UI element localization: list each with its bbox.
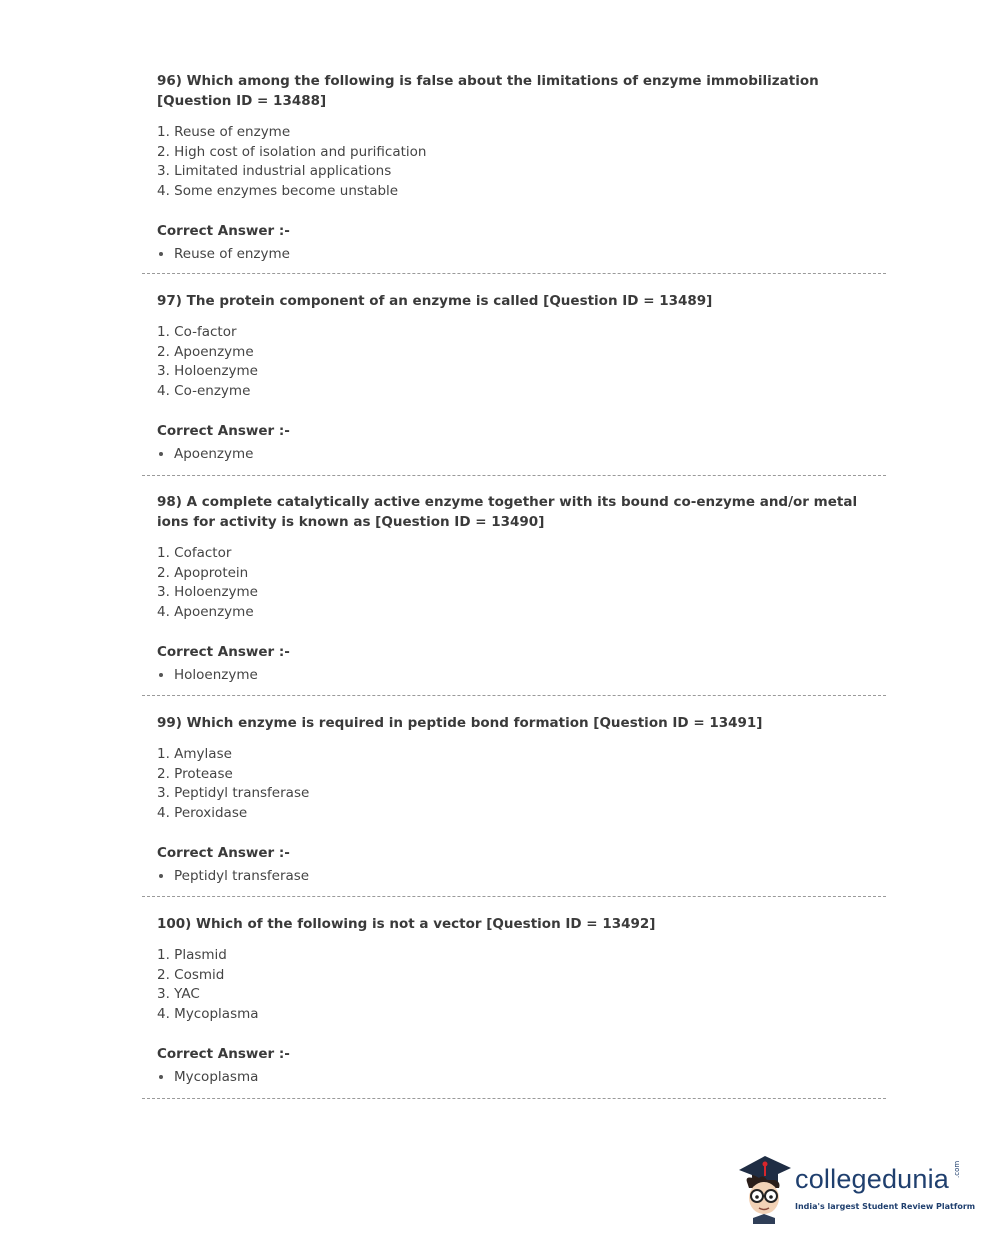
mascot-graduate-icon — [735, 1152, 793, 1224]
correct-answer — [157, 665, 877, 685]
option-item: 3. YAC — [157, 986, 200, 1003]
option-item: 2. Cosmid — [157, 966, 225, 983]
option-item: 2. Apoprotein — [157, 564, 249, 581]
option-item: 2. High cost of isolation and purification — [157, 143, 427, 160]
correct-answer-text: Apoenzyme — [174, 446, 254, 463]
options-list — [157, 323, 877, 401]
option-item: 4. Peroxidase — [157, 804, 248, 821]
option-item: 1. Cofactor — [157, 545, 232, 561]
correct-answer-label: Correct Answer :- — [157, 644, 290, 661]
question-text: 98) A complete catalytically active enzyme together with its bound co-enzyme and/or metal ions for activity is known as [Question ID = 13490] — [157, 494, 858, 530]
dashed-divider — [142, 896, 886, 897]
correct-answer-text: Reuse of enzyme — [174, 246, 290, 263]
correct-answer-text: Holoenzyme — [174, 667, 258, 684]
question-block-97 — [157, 291, 877, 464]
dashed-divider — [142, 475, 886, 476]
correct-answer-label: Correct Answer :- — [157, 423, 290, 440]
option-item: 4. Some enzymes become unstable — [157, 182, 399, 199]
option-item: 1. Reuse of enzyme — [157, 124, 291, 140]
bullet-icon — [159, 673, 163, 677]
correct-answer-label: Correct Answer :- — [157, 223, 290, 240]
brand-tagline: India's largest Student Review Platform — [795, 1202, 976, 1211]
option-item: 1. Amylase — [157, 746, 232, 762]
correct-answer — [157, 1067, 877, 1087]
options-list — [157, 123, 877, 201]
question-block-96 — [157, 71, 877, 264]
options-list — [157, 946, 877, 1024]
question-text: 99) Which enzyme is required in peptide bond formation [Question ID = 13491] — [157, 715, 763, 731]
correct-answer-label: Correct Answer :- — [157, 845, 290, 862]
dashed-divider — [142, 695, 886, 696]
option-item: 3. Holoenzyme — [157, 363, 258, 380]
dashed-divider — [142, 273, 886, 274]
correct-answer — [157, 444, 877, 464]
option-item: 1. Co-factor — [157, 324, 237, 340]
collegedunia-logo — [735, 1152, 976, 1224]
option-item: 3. Limitated industrial applications — [157, 163, 392, 180]
option-item: 4. Co-enzyme — [157, 382, 251, 399]
brand-domain-suffix: .com — [953, 1160, 961, 1178]
correct-answer-text: Peptidyl transferase — [174, 868, 310, 885]
correct-answer — [157, 244, 877, 264]
question-text: 97) The protein component of an enzyme is called [Question ID = 13489] — [157, 293, 713, 309]
option-item: 2. Protease — [157, 765, 233, 782]
correct-answer — [157, 866, 877, 886]
option-item: 4. Apoenzyme — [157, 603, 254, 620]
bullet-icon — [159, 452, 163, 456]
question-text: 96) Which among the following is false about the limitations of enzyme immobilization [Question ID = 13488] — [157, 73, 819, 109]
option-item: 3. Peptidyl transferase — [157, 785, 310, 802]
question-block-100 — [157, 914, 877, 1087]
bullet-icon — [159, 874, 163, 878]
option-item: 3. Holoenzyme — [157, 584, 258, 601]
bullet-icon — [159, 1075, 163, 1079]
question-block-99 — [157, 713, 877, 886]
option-item: 2. Apoenzyme — [157, 343, 254, 360]
dashed-divider — [142, 1098, 886, 1099]
correct-answer-text: Mycoplasma — [174, 1069, 259, 1086]
question-text: 100) Which of the following is not a vector [Question ID = 13492] — [157, 916, 656, 932]
option-item: 4. Mycoplasma — [157, 1005, 259, 1022]
options-list — [157, 745, 877, 823]
bullet-icon — [159, 252, 163, 256]
question-block-98 — [157, 492, 877, 685]
correct-answer-label: Correct Answer :- — [157, 1046, 290, 1063]
options-list — [157, 544, 877, 622]
brand-name: collegedunia — [795, 1164, 950, 1194]
option-item: 1. Plasmid — [157, 947, 227, 963]
